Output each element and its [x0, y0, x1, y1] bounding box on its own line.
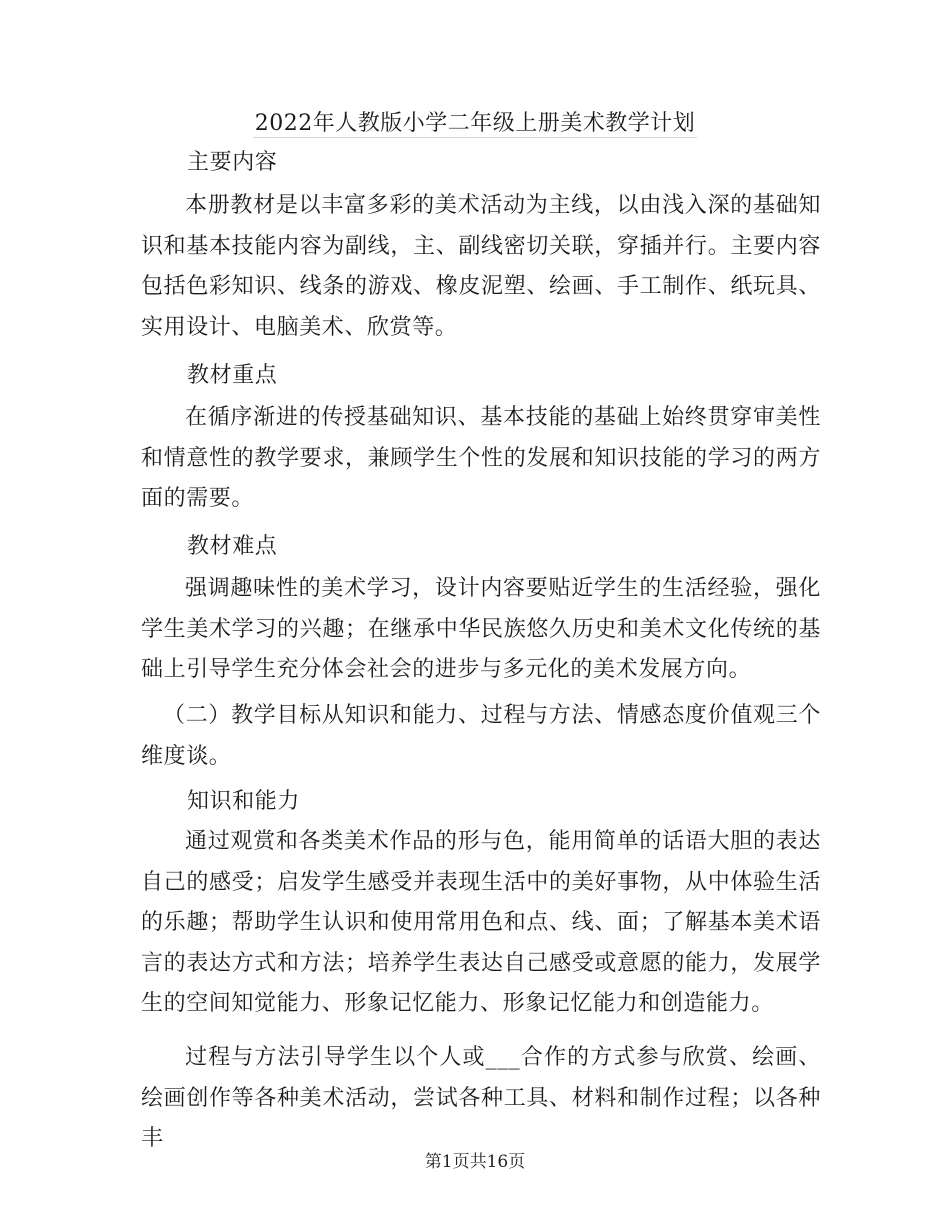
paragraph-knowledge-ability: 通过观赏和各类美术作品的形与色，能用简单的话语大胆的表达自己的感受；启发学生感受并表现生活中的美好事物，从中体验生活的乐趣；帮助学生认识和使用常用色和点、线、面；了解基本美术语言的表达方式和方法；培养学生表达自己感受或意愿的能力，发展学生的空间知觉能力、形象记忆能力、形象记忆能力和创造能力。 [141, 829, 821, 1016]
section-heading-key-points: 教材重点 [187, 363, 278, 388]
section-heading-main-content: 主要内容 [187, 150, 278, 175]
paragraph-key-points: 在循序渐进的传授基础知识、基本技能的基础上始终贯穿审美性和情意性的教学要求，兼顾学生个性的发展和知识技能的学习的两方面的需要。 [141, 405, 821, 511]
page-number-footer: 第1页共16页 [424, 1152, 526, 1172]
paragraph-main-content: 本册教材是以丰富多彩的美术活动为主线，以由浅入深的基础知识和基本技能内容为副线，主、副线密切关联，穿插并行。主要内容包括色彩知识、线条的游戏、橡皮泥塑、绘画、手工制作、纸玩具、实用设计、电脑美术、欣赏等。 [141, 193, 821, 340]
document-title-text: 2022年人教版小学二年级上册美术教学计划 [254, 111, 696, 136]
paragraph-process-method: 过程与方法引导学生以个人或___合作的方式参与欣赏、绘画、绘画创作等各种美术活动，尝试各种工具、材料和制作过程；以各种丰 [141, 1045, 821, 1151]
document-title [0, 106, 950, 142]
section-heading-difficulties: 教材难点 [187, 534, 278, 559]
paragraph-teaching-goals: （二）教学目标从知识和能力、过程与方法、情感态度价值观三个维度谈。 [141, 703, 821, 769]
section-heading-knowledge-ability: 知识和能力 [187, 789, 301, 814]
paragraph-difficulties: 强调趣味性的美术学习，设计内容要贴近学生的生活经验，强化学生美术学习的兴趣；在继承中华民族悠久历史和美术文化传统的基础上引导学生充分体会社会的进步与多元化的美术发展方向。 [141, 576, 821, 682]
